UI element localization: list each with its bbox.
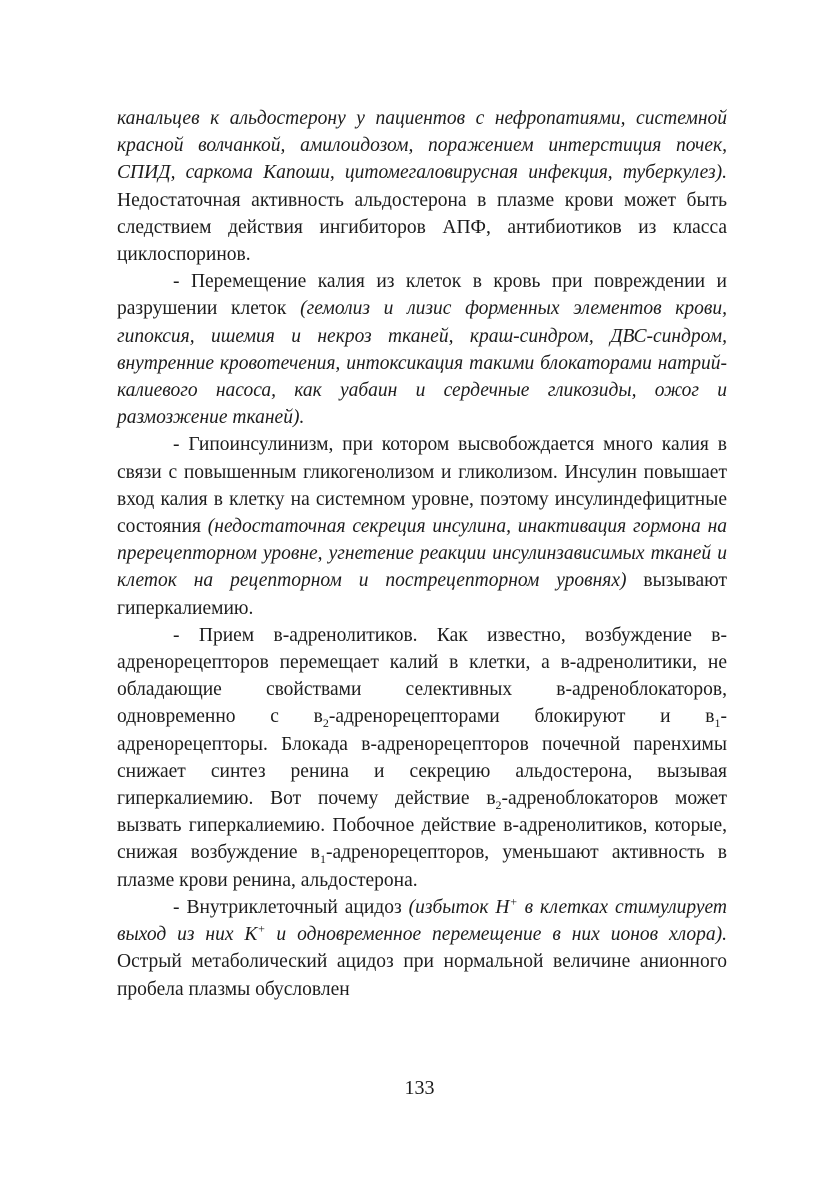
superscript: + xyxy=(257,921,266,936)
paragraph-3-text-2: вызывают гиперкалиемию. xyxy=(117,570,727,619)
paragraph-3-italic: (недостаточная секреция инсулина, инактивация гормона на пререцепторном уровне, угнетение реакции инсулинзависимых тканей и клеток на рецепторном и пострецепторном уровнях) xyxy=(117,516,728,592)
paragraph-4-text-5: -адренорецепторов, уменьшают активность в плазме крови ренина, альдостерона. xyxy=(117,842,727,891)
page-body xyxy=(117,105,727,1003)
paragraph-4-text-2: -адренорецепторами блокируют и в xyxy=(328,706,715,728)
paragraph-5-italic-1: (избыток H xyxy=(408,896,510,918)
page-number: 133 xyxy=(404,1077,435,1099)
paragraph-3-text-1: - Гипоинсулинизм, при котором высвобождается много калия в связи с повышенным гликогенолизом и гликолизом. Инсулин повышает вход калия в клетку на системном уровне, поэтому инсулиндефицитные состояния xyxy=(117,434,727,538)
paragraph-3 xyxy=(117,431,727,621)
paragraph-4-text-4: -адреноблокаторов может вызвать гиперкалиемию. Побочное действие в-адренолитиков, которые, снижая возбуждение в xyxy=(117,788,727,864)
paragraph-1-text: Недостаточная активность альдостерона в плазме крови может быть следствием действия ингибиторов АПФ, антибиотиков из класса циклоспоринов. xyxy=(117,189,727,266)
paragraph-2-text: - Перемещение калия из клеток в кровь при повреждении и разрушении клеток xyxy=(117,271,727,320)
paragraph-5 xyxy=(117,894,727,1003)
subscript: 2 xyxy=(322,716,329,731)
superscript: + xyxy=(509,894,518,909)
subscript: 1 xyxy=(714,716,721,731)
paragraph-1 xyxy=(117,105,727,268)
paragraph-4-text-3: -адренорецепторы. Блокада в-адренорецепторов почечной паренхимы снижает синтез ренина и секрецию альдостерона, вызывая гиперкалиемию. Вот почему действие в xyxy=(117,706,727,810)
paragraph-4-text-1: - Прием в-адренолитиков. Как известно, возбуждение в-адренорецепторов перемещает калий в клетки, а в-адренолитики, не обладающие свойствами селективных в-адреноблокаторов, одновременно с в xyxy=(117,624,727,728)
subscript: 2 xyxy=(495,797,502,812)
paragraph-5-text-2: Острый метаболический ацидоз при нормальной величине анионного пробела плазмы обусловлен xyxy=(117,951,727,1000)
paragraph-1-italic: канальцев к альдостерону у пациентов с нефропатиями, системной красной волчанкой, амилоидозом, поражением интерстиция почек, СПИД, саркома Капоши, цитомегаловирусная инфекция, туберкулез). xyxy=(117,108,727,184)
paragraph-5-italic-2: в клетках стимулирует выход из них K xyxy=(117,896,727,946)
subscript: 1 xyxy=(319,852,326,867)
paragraph-5-text-1: - Внутриклеточный ацидоз xyxy=(173,896,409,918)
paragraph-2 xyxy=(117,268,727,431)
paragraph-4 xyxy=(117,622,727,894)
paragraph-5-italic-3: и одновременное перемещение в них ионов хлора). xyxy=(265,924,728,946)
paragraph-2-italic: (гемолиз и лизис форменных элементов крови, гипоксия, ишемия и некроз тканей, краш-синдром, ДВС-синдром, внутренние кровотечения, интоксикация такими блокаторами натрий-калиевого насоса, как уабаин и сердечные гликозиды, ожог и размозжение тканей). xyxy=(117,298,727,429)
